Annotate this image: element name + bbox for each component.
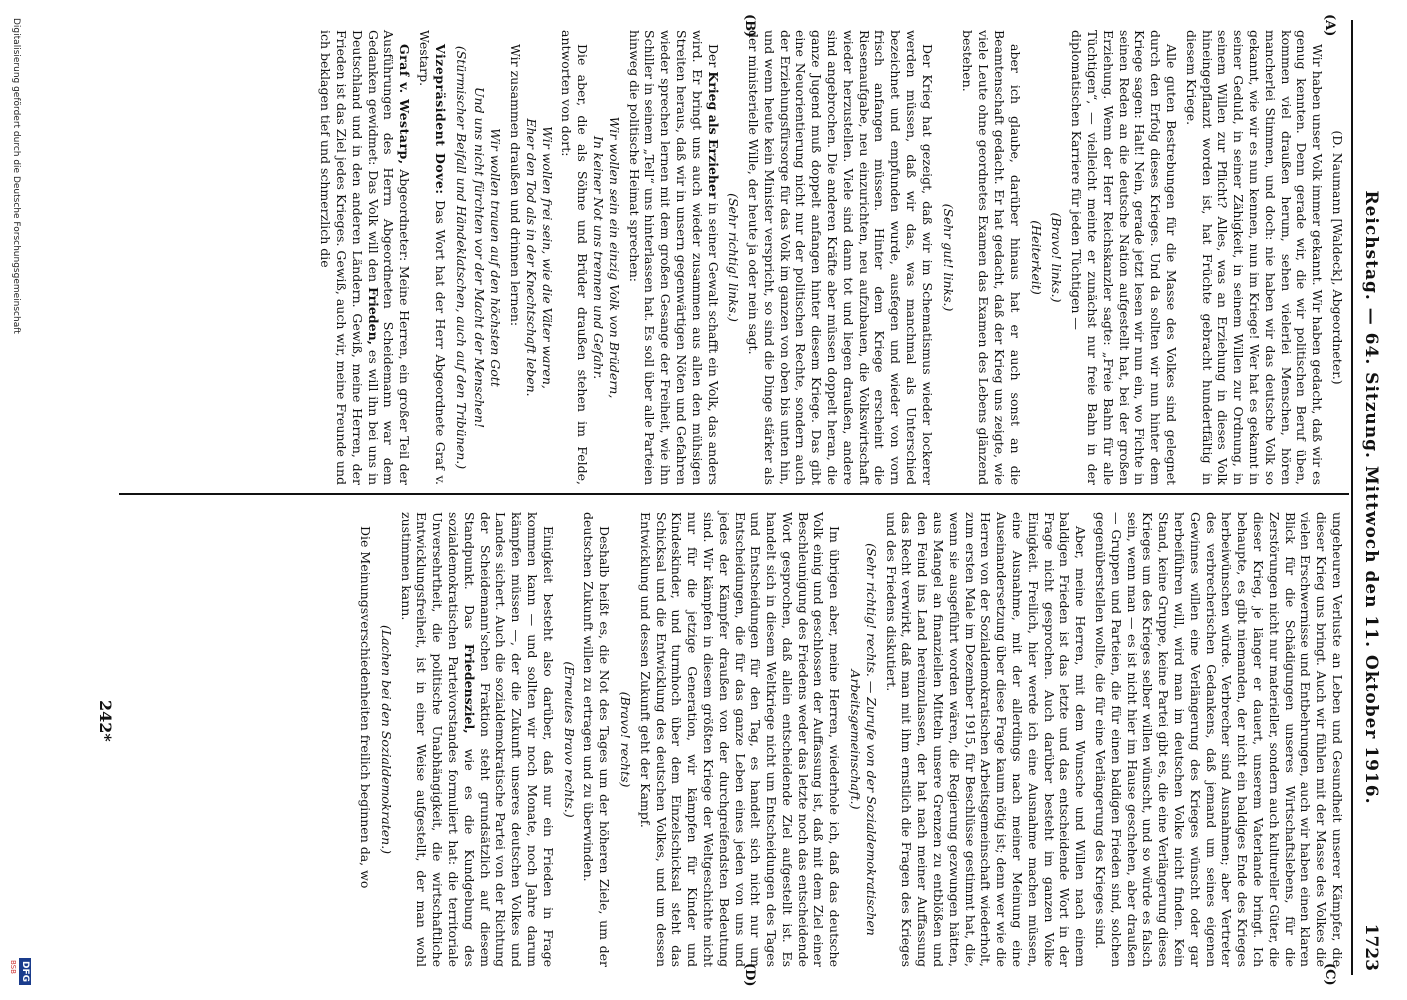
paragraph: Deshalb heißt es, die Not des Tages um der höheren Ziele, um der deutschen Zukunft willen zu ertragen und zu überwinden.: [581, 512, 613, 967]
stage-direction: (Lachen bei den Sozialdemokraten.): [378, 624, 394, 855]
speaker-name: Graf v. Westarp,: [397, 44, 413, 165]
header-title: Reichstag. — 64. Sitzung. Mittwoch den 11. Oktober 1916.: [1361, 190, 1381, 805]
text-run: es will ihn bei uns in Deutschland und in den anderen Ländern. Gewiß, meine Herren, der Frieden ist das Ziel jedes Krieges. Gewiß, auch wir, meine Freunde und ich beklagen tief und schmerzlich die: [318, 30, 381, 486]
paragraph: [398, 512, 556, 967]
emphasis: Frieden,: [365, 286, 381, 346]
stage-direction: (Bravo! links.): [1049, 212, 1065, 303]
paragraph: Die aber, die als Söhne und Brüder draußen stehen im Felde, antworten von dort:: [559, 30, 591, 485]
right-column: [353, 512, 1345, 967]
paragraph: Wir haben unser Volk immer gekannt. Wir haben gedacht, daß wir es genug kennten. Denn gerade wir, die wir politischen Beruf üben, kommen viel draußen herum, sehen vielerlei Menschen, hören mancherlei Stimmen, und doch: nie haben wir das deutsche Volk so gekannt, wie wir es nun kennen, nun im Kriege! Wer hat es gekannt in seiner Geduld, in seiner Zähigkeit, in seinem Willen zur Ordnung, in seinem Willen zur Pflicht? Alles, was an Erziehung in dieses Volk hineingepflanzt worden ist, hat Früchte gebracht hundertfältig in diesem Kriege.: [1183, 30, 1326, 485]
dfg-logo: DFG: [19, 958, 31, 985]
paragraph: Aber, meine Herren, mit dem Wunsche und Willen nach einem baldigen Frieden ist das letzte und das entscheidende Wort in der Frage nicht gesprochen. Auch darüber besteht im ganzen Volke Einigkeit. Freilich, hier werde ich eine Ausnahme machen müssen, eine Ausnahme, mit der allerdings nach meiner Meinung eine Auseinandersetzung über diese Frage kaum nötig ist; denn wer wie die Herren von der Sozialdemokratischen Arbeitsgemeinschaft wiederholt, zum ersten Male im Dezember 1915, für Beschlüsse gestimmt hat, die, wenn sie ausgeführt worden wären, die Regierung gezwungen hätten, aus Mangel an finanziellen Mitteln unsere Grenzen zu entblößen und den Feind ins Land hereinzulassen, der hat nach meiner Auffassung das Recht verwirkt, daß man mit ihm ernstlich die Fragen des Krieges und des Friedens diskutiert.: [883, 512, 1089, 967]
column-divider: [119, 493, 1349, 495]
stage-direction: (Sehr richtig! rechts. — Zurufe von der Sozialdemokratischen Arbeitsgemeinschaft.): [848, 543, 879, 936]
stage-direction: (Stürmischer Beifall und Händeklatschen, auch auf den Tribünen.): [453, 45, 469, 470]
sheet-signature: 242*: [96, 700, 115, 742]
poem-line: Wir wollen trauen auf den höchsten Gott: [488, 128, 504, 387]
paragraph: Wir zusammen draußen und drinnen lernen:: [507, 44, 523, 327]
paragraph: Die Meinungsverschiedenheiten freilich beginnen da, wo: [357, 526, 373, 889]
margin-mark-a: (A): [1322, 14, 1337, 37]
emphasis: Krieg als Erzieher: [705, 71, 721, 199]
text-run: Das Wort hat der Herr Abgeordnete Graf v. Westarp.: [416, 30, 448, 485]
poem-line: Und uns nicht fürchten vor der Macht der Menschen!: [472, 86, 488, 428]
text-run: in seiner Gewalt schafft ein Volk, das anders wird. Er bringt uns auch wieder zusammen aus allen den mühsigen Streiten heraus, daß wir in unsern gegenwärtigen Nöten und Gefahren wieder sprechen lernen mit dem großen Gesange der Freiheit, wie ihn Schiller in seinem „Tell“ uns hinterlassen hat. Es soll über alle Parteien hinweg die politische Heimat sprechen:: [626, 30, 721, 485]
paragraph: aber ich glaube, darüber hinaus hat er auch sonst an die Beamtenschaft gedacht. Er hat gedacht, daß der Krieg uns zeigte, wie viele Leute ohne geordnetes Examen das Examen des Lebens glänzend bestehen.: [960, 30, 1023, 485]
poem-line: In keiner Not uns trennen und Gefahr.: [590, 135, 606, 380]
speaker-name: Vizepräsident Dove:: [432, 44, 448, 195]
stage-direction: (Heiterkeit): [1028, 220, 1044, 295]
paragraph: [317, 30, 412, 485]
poem-line: Wir wollen frei sein, wie die Väter waren,: [539, 126, 555, 389]
left-column: [313, 30, 1345, 485]
paragraph: ungeheuren Verluste an Leben und Gesundheit unserer Kämpfer, die dieser Krieg uns bringt. Auch wir fühlen mit der Masse des Volkes die vielen Erschwernisse und Entbehrungen, auch wir haben einen klaren Blick für die Schädigungen unseres Wirtschaftslebens, für die Zerstörungen nicht nur materieller, sondern auch kultureller Güter, die dieser Krieg, je länger er dauert, unserem Vaterlande bringt. Ich behaupte, es gibt niemanden, der nicht ein baldiges Ende des Krieges herbeiwünschen würde. Verbrecher sind Ausnahmen; aber Vertreter des verbrecherischen Gedankens, daß jemand um seines eigenen Gewinnes willen eine Verlängerung des Krieges wünscht oder gar herbeiführen will, wird man im deutschen Volke nicht finden. Kein Stand, keine Gruppe, keine Partei gibt es, die eine Verlängerung dieses Krieges um des Krieges selber willen wünscht, und so würde es falsch sein, wenn man — es ist nicht hier im Hause geschehen, aber draußen — Gruppen und Parteien, die für einen baldigen Frieden sind, solchen gegenüberstellen wollte, die für eine Verlängerung des Krieges sind.: [1093, 512, 1345, 967]
poem-line: Wir wollen sein ein einzig Volk von Brüdern,: [606, 116, 622, 399]
margin-mark-c: (C): [1322, 963, 1337, 986]
text-run: Abgeordneter: Meine Herren, ein großer Teil der Ausführungen des Herrn Abgeordneten Scheidemann war dem Gedanken gewidmet: Das Volk will den: [365, 30, 413, 486]
paragraph: Der Krieg hat gezeigt, daß wir im Schematismus wieder lockerer werden müssen, daß wir das, was manchmal als Unterschied bezeichnet und empfunden wurde, ausfegen und wieder von vorn frisch anfangen müssen. Hinter dem Kriege erscheint die Riesenaufgabe, neu einzurichten, neu aufzubauen, die Volkswirtschaft wieder herzustellen. Viele sind dann tot und liegen draußen, andere sind angebrochen. Die anderen Kräfte aber müssen doppelt heran, die ganze Jugend muß doppelt anfangen hinter diesem Kriege. Das gibt eine Neuorientierung nicht nur der politischen Rechte, sondern auch der Erziehungsfürsorge für das Volk im ganzen von oben bis unten hin, und wenn heute kein Minister verspricht, so sind die Dinge stärker als der ministerielle Wille, der heute ja oder nein sagt.: [746, 30, 935, 485]
text-run: Einigkeit besteht also darüber, daß nur ein Frieden in Frage kommen kann — und sollten wir noch Monate, noch Jahre darum kämpfen müssen —, der die Zukunft unseres deutschen Volkes und Landes sichert. Auch die sozialdemokratische Partei von der Richtung der Scheidemann'schen Fraktion steht grundsätzlich auf diesem Standpunkt. Das: [461, 512, 556, 967]
stage-direction: (Sehr gut! links.): [940, 203, 956, 312]
margin-mark-d: (D): [742, 963, 757, 987]
text-run: wie es die Kundgebung des sozialdemokratischen Parteivorstandes formuliert hat: die territoriale Unversehrtheit, die politische Unabhängigkeit, die wirtschaftliche Entwicklungsfreiheit, ist in einer Weise aufgestellt, der man wohl zustimmen kann.: [398, 512, 477, 967]
emphasis: Friedensziel,: [461, 643, 477, 734]
page-header: [1351, 20, 1387, 975]
text-run: Der: [705, 44, 721, 72]
paragraph: Alle guten Bestrebungen für die Masse des Volkes sind gelegnet durch den Erfolg dieses Krieges. Und da sollten wir nun hinter dem Kriege sagen: Halt! Nein, gerade jetzt lesen wir nun ein, wo Fichte in seinen Reden an die deutsche Nation aufgestellt hat, bei der großen Erziehung. Wenn der Herr Reichskanzler sagte: „Freie Bahn für alle Tüchtigen“, — vielleicht meinte er zunächst nur freie Bahn in der diplomatischen Karriere für jeden Tüchtigen —: [1069, 30, 1180, 485]
paragraph: Im übrigen aber, meine Herren, wiederhole ich, daß das deutsche Volk einig und geschlossen der Auffassung ist, daß mit dem Ziel einer Beschleunigung des Friedens weder das letzte noch das entscheidende Wort gesprochen, daß allein entscheidende Ziel aufgestellt ist. Es handelt sich in diesem Weltkriege nicht um Entscheidungen des Tages und Entscheidungen für den Tag, es handelt sich nicht nur um Entscheidungen, die für das ganze Leben eines jeden von uns und jedes der Kämpfer draußen von der durchgreifendsten Bedeutung sind. Wir kämpfen in diesem größten Kriege der Weltgeschichte nicht nur für die jetzige Generation, wir kämpfen für Kinder und Kindeskinder, und turmhoch über dem Einzelschicksal steht das Schicksal und die Entwicklung des deutschen Volkes, und um dessen Entwicklung und dessen Zukunft geht der Kampf.: [637, 512, 843, 967]
stage-direction: (Erneutes Bravo rechts.): [561, 661, 577, 818]
paragraph: [626, 30, 721, 485]
margin-mark-b: (B): [742, 14, 757, 38]
paragraph: [416, 30, 448, 485]
speaker-intro: (D. Naumann [Waldeck], Abgeordneter.): [1330, 130, 1345, 385]
stage-direction: (Sehr richtig! links.): [726, 193, 742, 322]
bsb-logo: BSB: [9, 960, 17, 974]
digitization-credit: Digitalisierung gefördert durch die Deutsche Forschungsgemeinschaft: [11, 18, 21, 334]
page-number: 1723: [1361, 923, 1381, 971]
poem-line: Eher den Tod als in der Knechtschaft leben.: [523, 118, 539, 397]
stage-direction: (Bravo! rechts): [617, 691, 633, 788]
